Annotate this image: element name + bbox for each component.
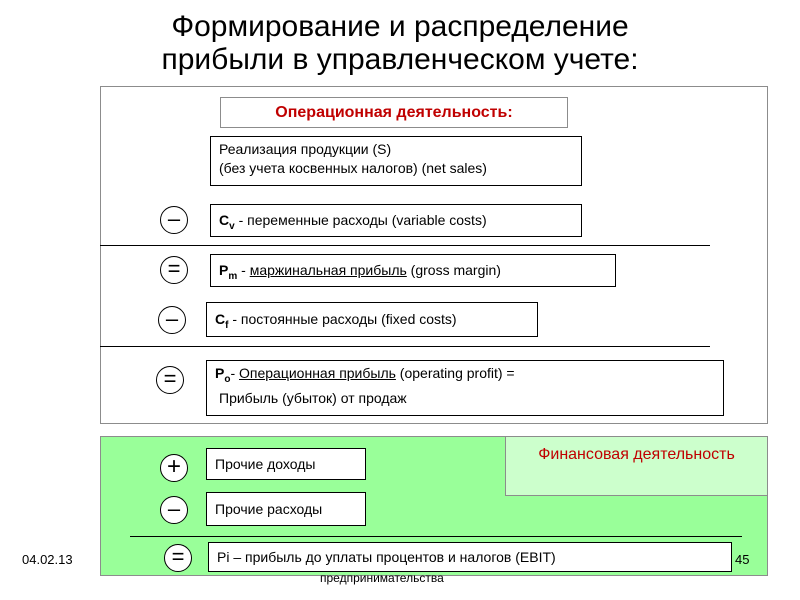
marginal-profit-rest: (gross margin) — [406, 262, 501, 278]
equals-operator-3: = — [164, 544, 192, 572]
operating-activity-header: Операционная деятельность: — [220, 97, 568, 128]
cv-subscript: v — [229, 220, 235, 232]
footer-text: предпринимательства — [320, 571, 444, 585]
footer-date: 04.02.13 — [22, 552, 73, 567]
cf-symbol: C — [215, 311, 226, 327]
divider-line-2 — [100, 346, 710, 347]
fixed-costs-box — [206, 302, 538, 337]
minus-operator-2: – — [158, 306, 186, 334]
variable-costs-box — [210, 204, 582, 237]
equals-operator-1: = — [160, 256, 188, 284]
divider-line-3 — [130, 536, 742, 537]
marginal-profit-box — [210, 254, 616, 287]
po-separator: - — [230, 365, 240, 381]
page-title — [0, 10, 800, 76]
other-income-box: Прочие доходы — [206, 448, 366, 480]
divider-line-1 — [100, 245, 710, 246]
pm-separator: - — [237, 262, 250, 278]
variable-costs-text: - переменные расходы (variable costs) — [234, 212, 487, 228]
sales-box — [210, 136, 582, 186]
po-symbol: P — [215, 365, 225, 381]
sales-line-1: Реализация продукции (S) — [219, 141, 392, 157]
operating-profit-underlined: Операционная прибыль — [239, 365, 396, 381]
title-line-1: Формирование и распределение — [171, 10, 629, 43]
po-subscript: o — [224, 373, 231, 385]
plus-operator: + — [160, 454, 188, 482]
other-expenses-box: Прочие расходы — [206, 492, 366, 526]
operating-profit-box — [206, 360, 724, 416]
pm-subscript: m — [228, 270, 238, 282]
title-line-2: прибыли в управленческом учете: — [161, 43, 639, 76]
pm-symbol: P — [219, 262, 229, 278]
cv-symbol: C — [219, 212, 230, 228]
equals-operator-2: = — [156, 366, 184, 394]
minus-operator-3: – — [160, 496, 188, 524]
financial-activity-label: Финансовая деятельность — [505, 436, 768, 496]
marginal-profit-underlined: маржинальная прибыль — [249, 262, 407, 278]
minus-operator-1: – — [160, 206, 188, 234]
operating-profit-rest: (operating profit) = — [395, 365, 515, 381]
footer-page-number: 45 — [735, 552, 750, 567]
fixed-costs-text: - постоянные расходы (fixed costs) — [228, 311, 457, 327]
cf-subscript: f — [225, 319, 229, 331]
ebit-box: Pi – прибыль до уплаты процентов и налогов (EBIT) — [208, 542, 732, 572]
sales-profit-line: Прибыль (убыток) от продаж — [219, 389, 407, 406]
sales-line-2: (без учета косвенных налогов) (net sales) — [219, 160, 487, 176]
